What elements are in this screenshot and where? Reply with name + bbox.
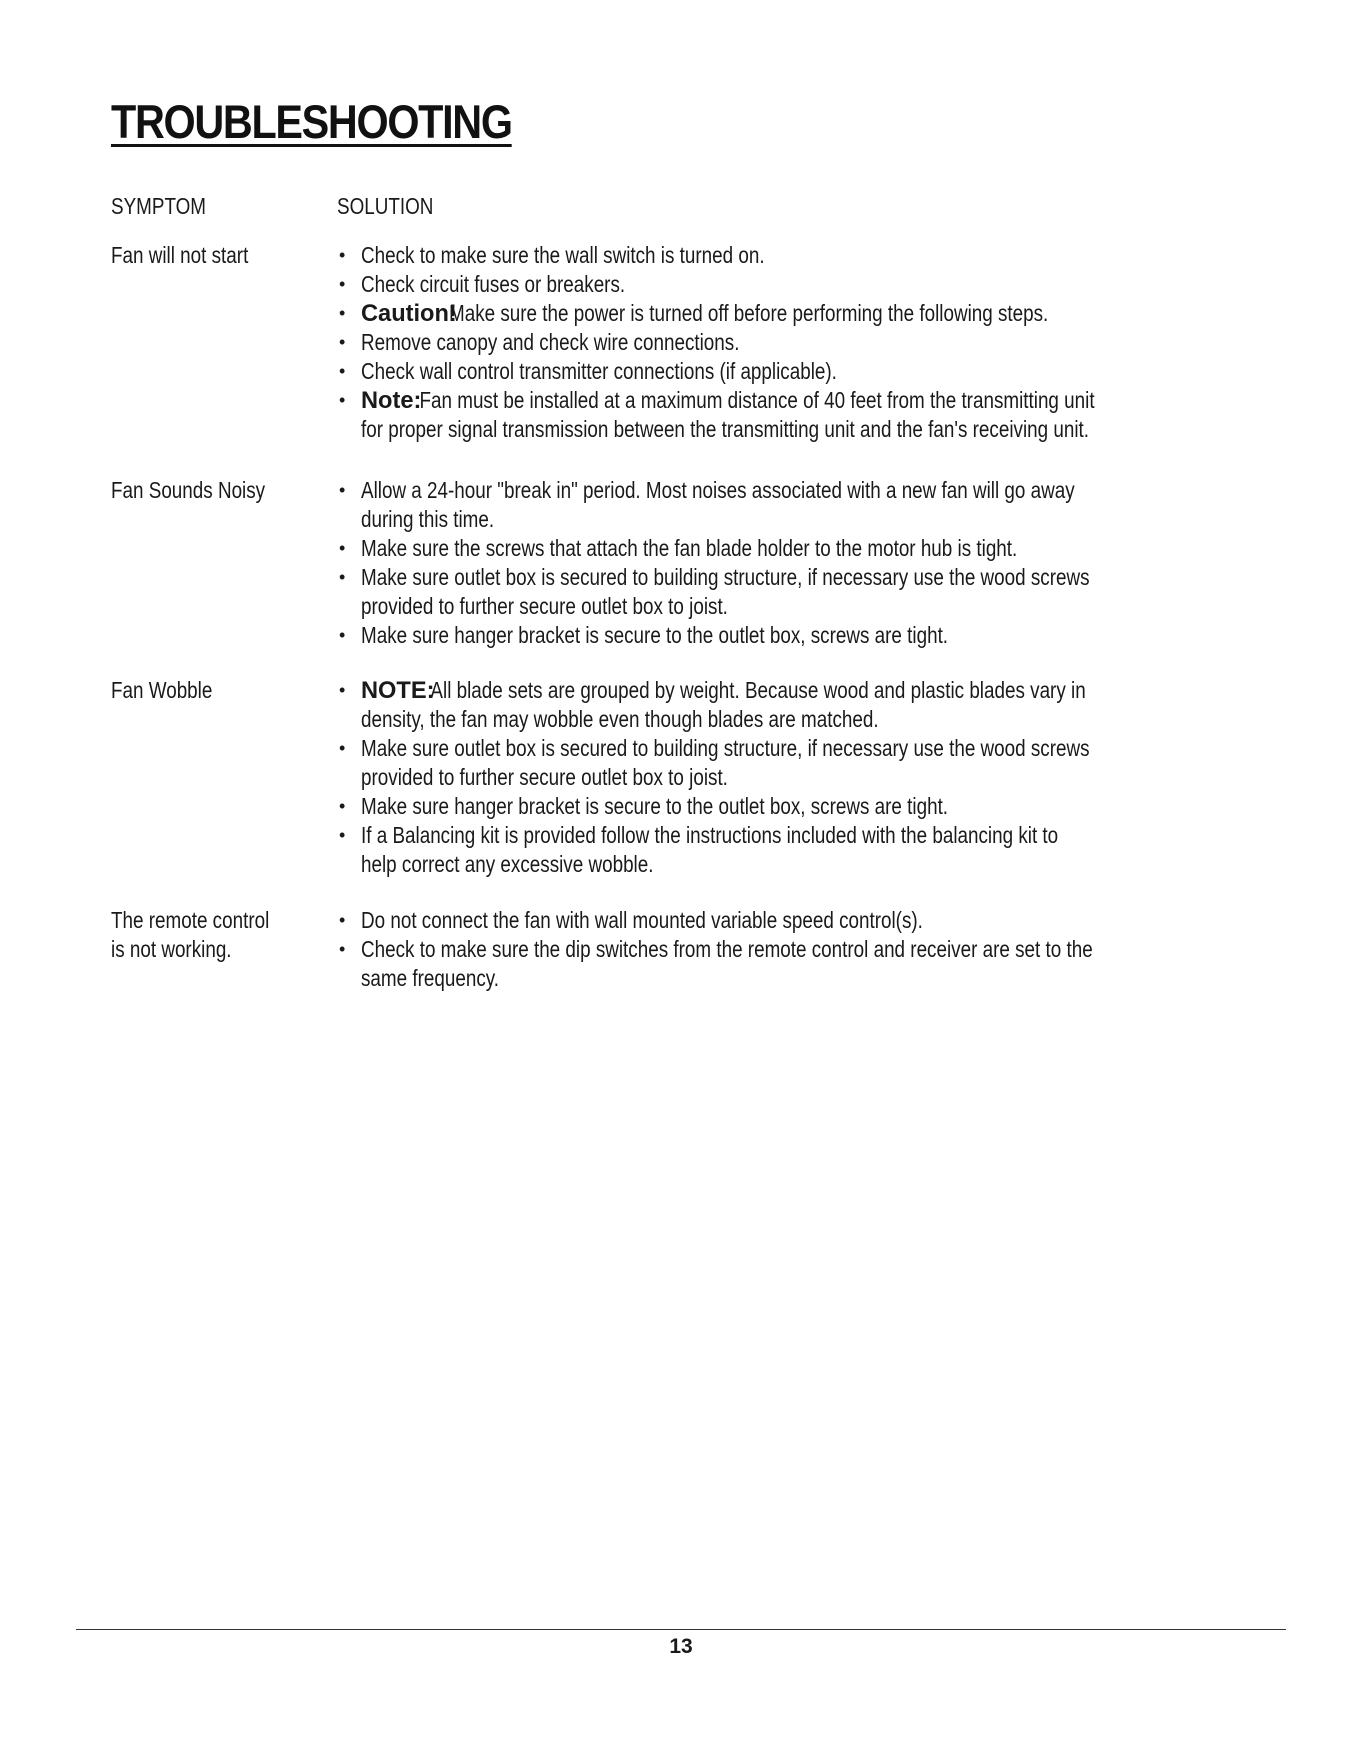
solution-text: Make sure outlet box is secured to building structure, if necessary use the wood screws bbox=[361, 735, 1090, 761]
solution-text: Fan must be installed at a maximum distance of 40 feet from the transmitting unit bbox=[419, 387, 1095, 413]
symptom-text: The remote control bbox=[111, 907, 270, 933]
bullet-icon: • bbox=[339, 910, 346, 930]
solution-text: provided to further secure outlet box to joist. bbox=[361, 593, 728, 619]
troubleshooting-row bbox=[111, 476, 1221, 676]
solution-text: for proper signal transmission between the transmitting unit and the fan's receiving unit. bbox=[361, 416, 1090, 442]
symptom-cell bbox=[111, 476, 337, 505]
solution-text: Make sure the screws that attach the fan blade holder to the motor hub is tight. bbox=[361, 535, 1018, 561]
bullet-icon: • bbox=[339, 825, 346, 845]
solution-text: All blade sets are grouped by weight. Because wood and plastic blades vary in bbox=[430, 677, 1086, 703]
solution-text: Make sure hanger bracket is secure to the outlet box, screws are tight. bbox=[361, 622, 949, 648]
bullet-icon: • bbox=[339, 274, 346, 294]
solution-item bbox=[337, 563, 1250, 592]
page-number: 13 bbox=[669, 1635, 693, 1658]
solution-item-continuation bbox=[337, 705, 1250, 734]
bullet-icon: • bbox=[339, 332, 346, 352]
solution-text: Check wall control transmitter connections (if applicable). bbox=[361, 358, 837, 384]
solution-column-header: SOLUTION bbox=[337, 193, 434, 219]
solution-item bbox=[337, 357, 1256, 386]
symptom-column-header: SYMPTOM bbox=[111, 193, 207, 219]
symptom-cell bbox=[111, 241, 337, 270]
bullet-icon: • bbox=[339, 390, 346, 410]
solution-text: Make sure outlet box is secured to building structure, if necessary use the wood screws bbox=[361, 564, 1090, 590]
bullet-icon: • bbox=[339, 480, 346, 500]
bullet-icon: • bbox=[339, 245, 346, 265]
emphasis-label: Caution! bbox=[361, 300, 457, 327]
solution-text: Make sure hanger bracket is secure to the outlet box, screws are tight. bbox=[361, 793, 949, 819]
solution-item bbox=[337, 299, 1256, 328]
solution-item bbox=[337, 734, 1250, 763]
page-title: TROUBLESHOOTING bbox=[111, 95, 512, 148]
solution-text: Check to make sure the dip switches from the remote control and receiver are set to the bbox=[361, 936, 1093, 962]
solution-text: Check to make sure the wall switch is turned on. bbox=[361, 242, 765, 268]
emphasis-label: NOTE: bbox=[361, 677, 435, 704]
emphasis-label: Note: bbox=[361, 387, 422, 414]
solution-list bbox=[337, 476, 1250, 650]
symptom-text: Fan Sounds Noisy bbox=[111, 477, 266, 503]
solution-item bbox=[337, 821, 1250, 850]
bullet-icon: • bbox=[339, 538, 346, 558]
solution-list bbox=[337, 906, 1253, 993]
solution-text: same frequency. bbox=[361, 965, 500, 991]
bullet-icon: • bbox=[339, 939, 346, 959]
solution-item bbox=[337, 621, 1250, 650]
solution-item-continuation bbox=[337, 964, 1253, 993]
troubleshooting-table bbox=[111, 241, 1221, 993]
symptom-text: is not working. bbox=[111, 936, 232, 962]
solution-item bbox=[337, 476, 1250, 505]
symptom-text: Fan Wobble bbox=[111, 677, 213, 703]
bullet-icon: • bbox=[339, 680, 346, 700]
solution-item-continuation bbox=[337, 592, 1250, 621]
solution-list bbox=[337, 676, 1250, 879]
solution-item bbox=[337, 241, 1256, 270]
solution-text: Allow a 24-hour "break in" period. Most noises associated with a new fan will go away bbox=[361, 477, 1075, 503]
solution-text: provided to further secure outlet box to joist. bbox=[361, 764, 728, 790]
solution-item-continuation bbox=[337, 850, 1250, 879]
solution-text: during this time. bbox=[361, 506, 495, 532]
solution-item bbox=[337, 906, 1253, 935]
solution-item bbox=[337, 676, 1250, 705]
solution-item-continuation bbox=[337, 505, 1250, 534]
bullet-icon: • bbox=[339, 361, 346, 381]
solution-text: density, the fan may wobble even though blades are matched. bbox=[361, 706, 879, 732]
solution-text: Check circuit fuses or breakers. bbox=[361, 271, 626, 297]
solution-item bbox=[337, 270, 1256, 299]
solution-text: help correct any excessive wobble. bbox=[361, 851, 654, 877]
solution-item-continuation bbox=[337, 763, 1250, 792]
solution-text: Do not connect the fan with wall mounted variable speed control(s). bbox=[361, 907, 923, 933]
troubleshooting-row bbox=[111, 676, 1221, 906]
solution-item bbox=[337, 534, 1250, 563]
bullet-icon: • bbox=[339, 303, 346, 323]
symptom-text: Fan will not start bbox=[111, 242, 249, 268]
troubleshooting-row bbox=[111, 906, 1221, 993]
solution-item bbox=[337, 386, 1256, 415]
solution-text: Remove canopy and check wire connections. bbox=[361, 329, 740, 355]
troubleshooting-row bbox=[111, 241, 1221, 476]
bullet-icon: • bbox=[339, 625, 346, 645]
solution-text: If a Balancing kit is provided follow the instructions included with the balancing kit to bbox=[361, 822, 1059, 848]
bullet-icon: • bbox=[339, 567, 346, 587]
footer-divider bbox=[76, 1629, 1286, 1630]
symptom-cell bbox=[111, 906, 337, 964]
solution-item bbox=[337, 935, 1253, 964]
solution-text: Make sure the power is turned off before performing the following steps. bbox=[448, 300, 1049, 326]
symptom-cell bbox=[111, 676, 337, 705]
solution-item-continuation bbox=[337, 415, 1256, 444]
bullet-icon: • bbox=[339, 796, 346, 816]
solution-item bbox=[337, 792, 1250, 821]
solution-list bbox=[337, 241, 1256, 444]
solution-item bbox=[337, 328, 1256, 357]
bullet-icon: • bbox=[339, 738, 346, 758]
